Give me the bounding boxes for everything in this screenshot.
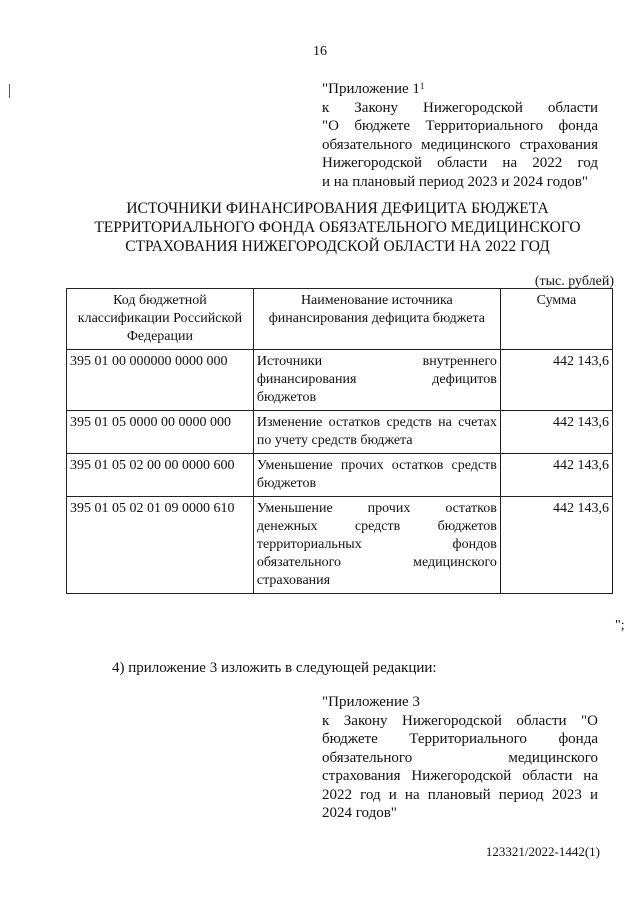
margin-mark: [9, 84, 10, 98]
row-name-line: обязательного медицинского: [256, 555, 497, 570]
row-name: [253, 454, 500, 497]
annex-3-reference: [322, 693, 598, 823]
table-row: [67, 454, 613, 497]
closing-quote: ";: [615, 618, 625, 633]
annex-1-line: к Закону Нижегородской области: [322, 99, 598, 116]
row-name-line: территориальных фондов: [256, 537, 497, 552]
row-amount: 442 143,6: [500, 350, 612, 411]
row-amount: 442 143,6: [500, 454, 612, 497]
annex-3-line: 2024 годов": [322, 805, 397, 821]
header-code: Код бюджетной классификации Российской Федерации: [67, 289, 254, 350]
financing-sources-table: [66, 288, 613, 594]
row-name-line: страхования: [256, 573, 331, 588]
annex-3-line: к Закону Нижегородской области "О: [322, 712, 598, 729]
annex-1-title-text: "Приложение 1: [322, 81, 420, 97]
table-row: [67, 497, 613, 594]
row-name-line: Уменьшение прочих остатков средств: [256, 458, 497, 473]
row-code: 395 01 00 000000 0000 000: [67, 350, 254, 411]
row-name-line: финансирования дефицитов: [256, 372, 497, 387]
annex-3-line: 2022 год и на плановый период 2023 и: [322, 786, 598, 803]
annex-1-title-superscript: 1: [419, 81, 425, 91]
annex-1-line: Нижегородской области на 2022 год: [322, 155, 598, 171]
units-label: (тыс. рублей): [534, 274, 614, 289]
annex-3-line: бюджете Территориального фонда: [322, 731, 598, 747]
row-name-line: Источники внутреннего: [256, 354, 497, 369]
annex-3-title: "Приложение 3: [322, 694, 420, 710]
row-name: [253, 411, 500, 454]
row-amount: 442 143,6: [500, 411, 612, 454]
row-name-line: бюджетов: [256, 390, 317, 405]
annex-1-line: "О бюджете Территориального фонда: [322, 118, 598, 134]
row-name-line: по учету средств бюджета: [256, 433, 413, 448]
heading-line: СТРАХОВАНИЯ НИЖЕГОРОДСКОЙ ОБЛАСТИ НА 2022 ГОД: [125, 238, 550, 255]
table-header-row: [67, 289, 613, 350]
annex-1-reference: [322, 80, 598, 191]
table-row: [67, 411, 613, 454]
row-name-line: Уменьшение прочих остатков: [256, 501, 497, 516]
row-name: [253, 350, 500, 411]
annex-3-line: обязательного медицинского: [322, 749, 598, 766]
heading-line: ТЕРРИТОРИАЛЬНОГО ФОНДА ОБЯЗАТЕЛЬНОГО МЕДИЦИНСКОГО: [94, 219, 581, 236]
header-amount: Сумма: [500, 289, 612, 350]
row-name-line: денежных средств бюджетов: [256, 519, 497, 534]
row-amount: 442 143,6: [500, 497, 612, 594]
header-name: Наименование источника финансирования дефицита бюджета: [253, 289, 500, 350]
page-number: 16: [313, 44, 327, 59]
table-row: [67, 350, 613, 411]
annex-1-line: и на плановый период 2023 и 2024 годов": [322, 173, 588, 190]
row-name-line: бюджетов: [256, 476, 317, 491]
row-code: 395 01 05 02 00 00 0000 600: [67, 454, 254, 497]
annex-3-line: страхования Нижегородской области на: [322, 768, 598, 784]
annex-1-title: [322, 80, 598, 99]
row-code: 395 01 05 02 01 09 0000 610: [67, 497, 254, 594]
annex-1-line: обязательного медицинского страхования: [322, 136, 598, 153]
row-name: [253, 497, 500, 594]
document-heading: [60, 199, 615, 256]
instruction-paragraph: 4) приложение 3 изложить в следующей редакции:: [112, 660, 437, 676]
row-code: 395 01 05 0000 00 0000 000: [67, 411, 254, 454]
heading-line: ИСТОЧНИКИ ФИНАНСИРОВАНИЯ ДЕФИЦИТА БЮДЖЕТА: [126, 200, 549, 217]
row-name-line: Изменение остатков средств на счетах: [256, 415, 497, 430]
document-number: 123321/2022-1442(1): [485, 844, 600, 859]
